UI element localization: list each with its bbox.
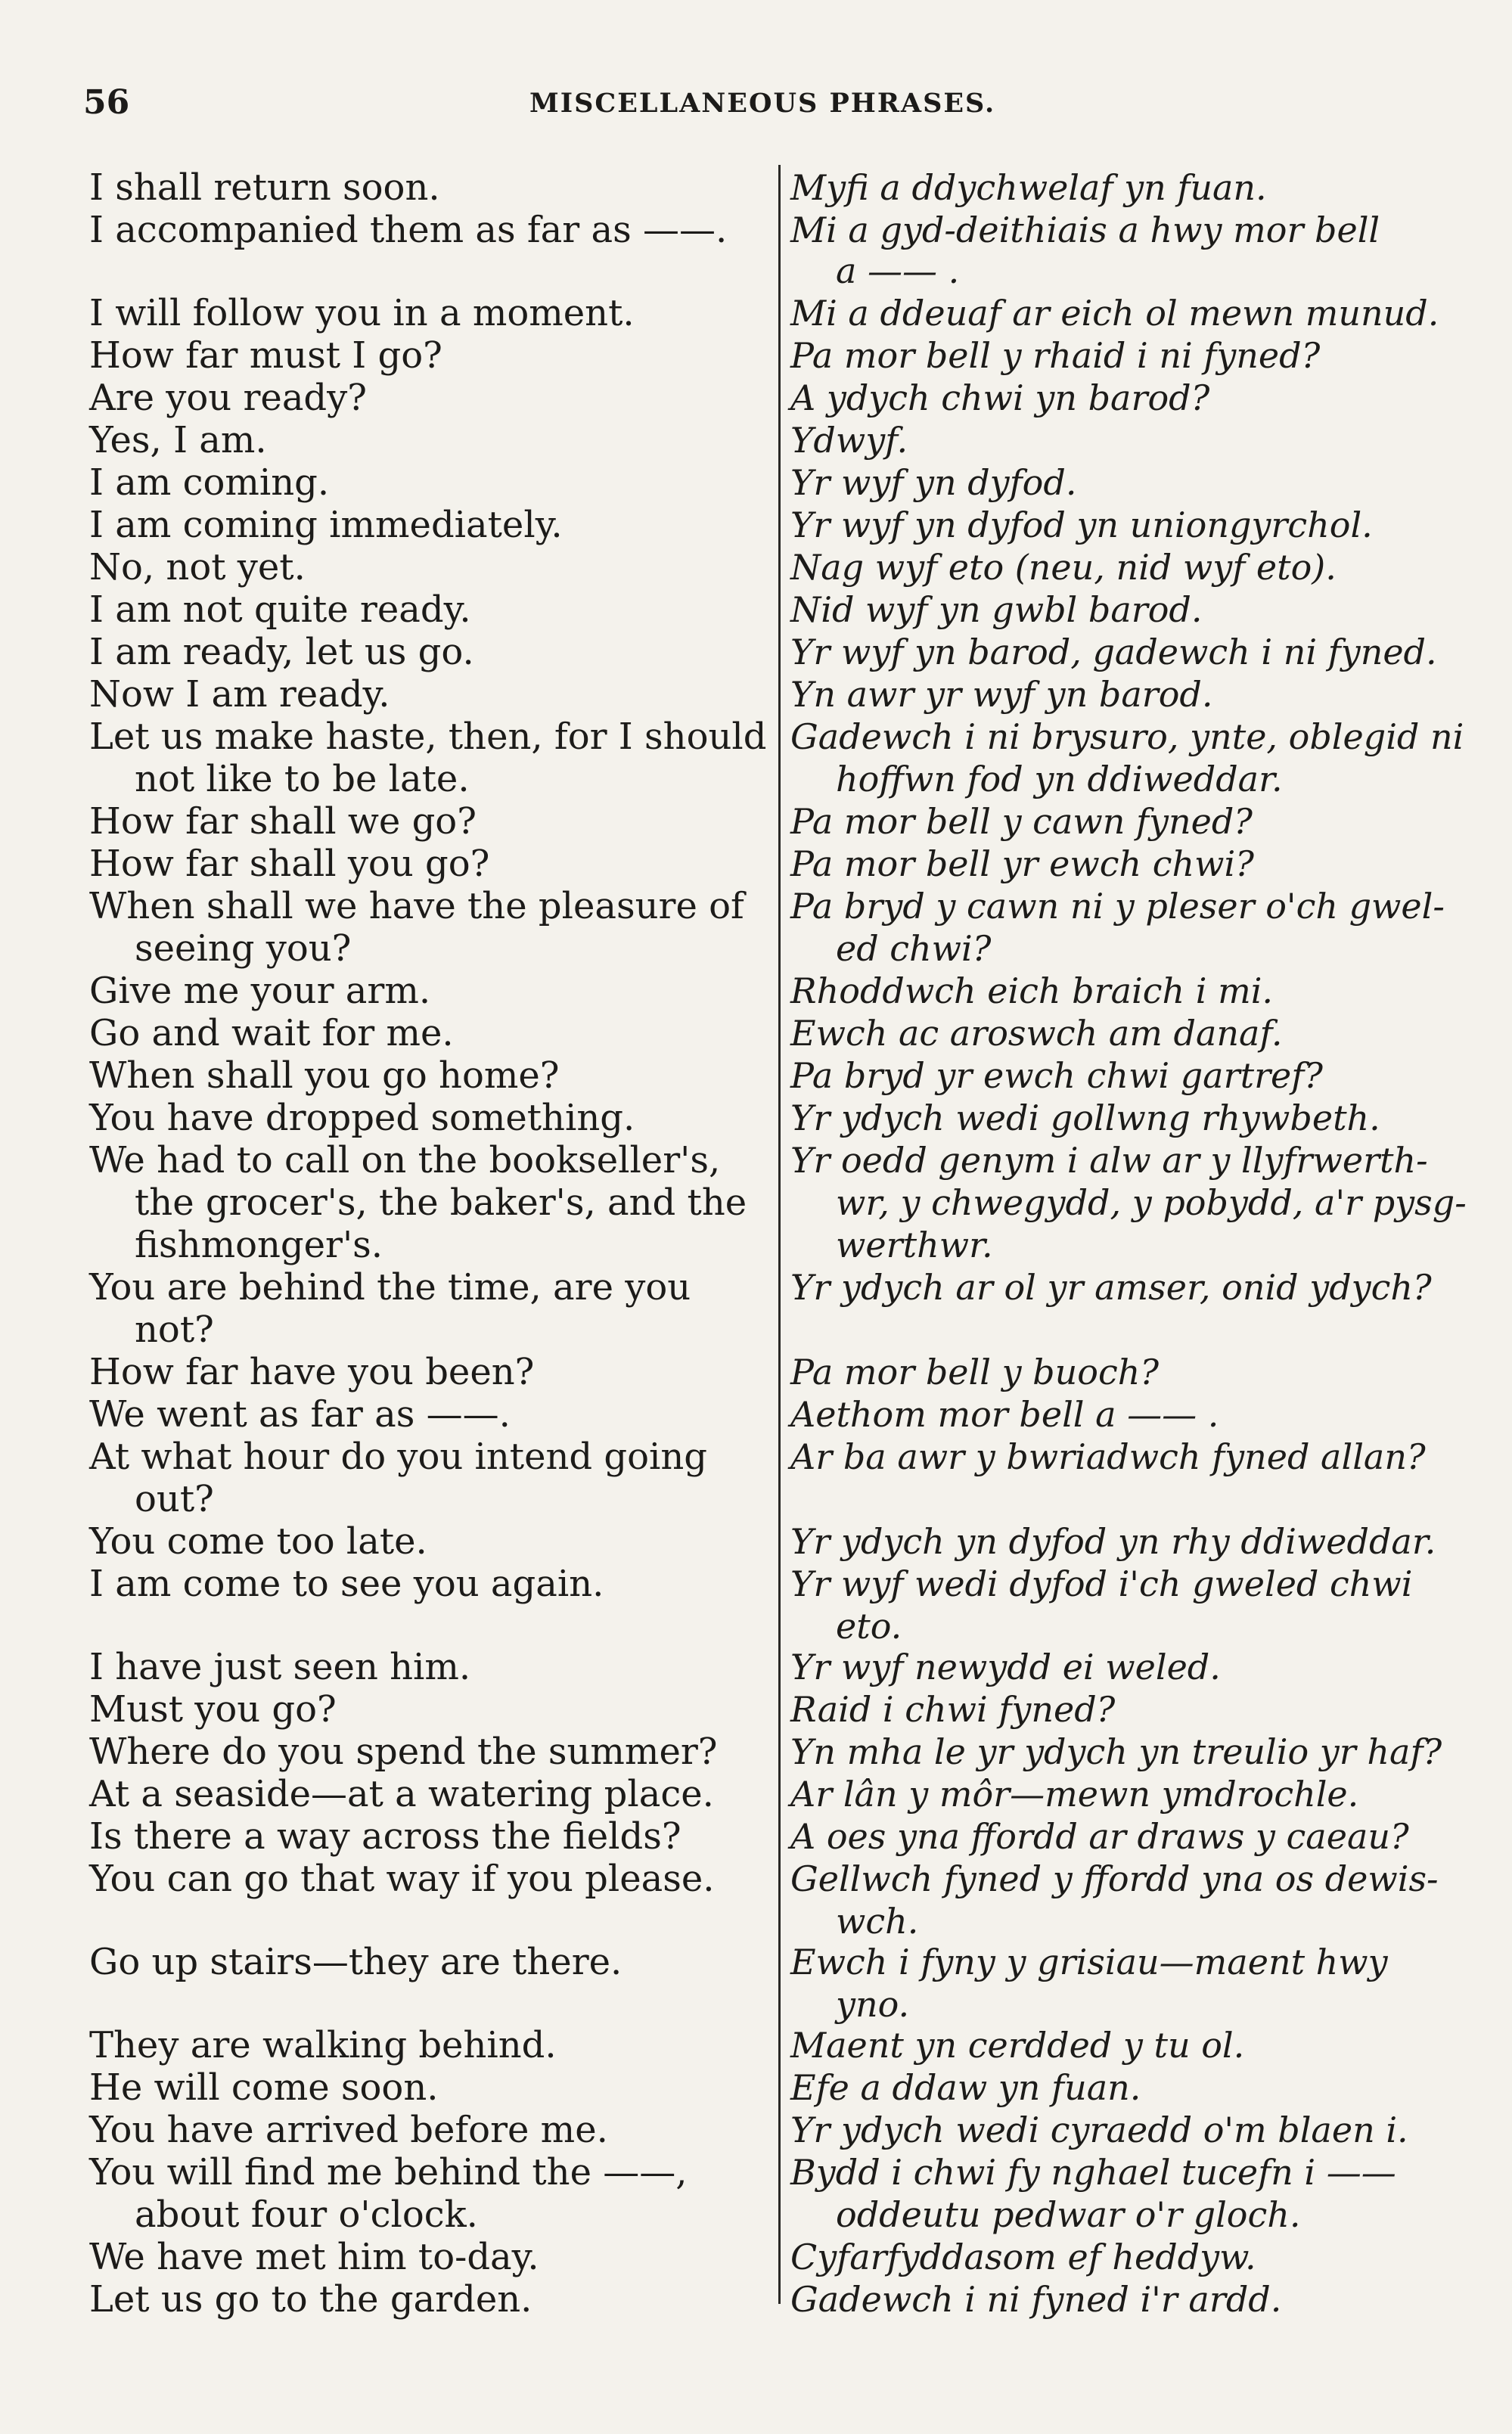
- welsh-line: werthwr.: [836, 1225, 993, 1265]
- english-line: You have arrived before me.: [89, 2109, 608, 2151]
- welsh-line: Pa bryd y cawn ni y pleser o'ch gwel-: [790, 886, 1445, 927]
- english-line: the grocer's, the baker's, and the: [135, 1181, 747, 1224]
- english-line: fishmonger's.: [135, 1224, 383, 1266]
- welsh-line: Mi a gyd-deithiais a hwy mor bell: [790, 210, 1380, 250]
- welsh-line: Yn mha le yr ydych yn treulio yr haf?: [790, 1731, 1442, 1772]
- english-line: I am ready, let us go.: [89, 631, 474, 673]
- welsh-line: Yr wyf newydd ei weled.: [790, 1647, 1221, 1687]
- english-line: At a seaside—at a watering place.: [89, 1773, 714, 1815]
- welsh-line: Ar ba awr y bwriadwch fyned allan?: [790, 1436, 1426, 1477]
- english-line: Where do you spend the summer?: [89, 1731, 718, 1773]
- welsh-line: Gellwch fyned y ffordd yna os dewis-: [790, 1858, 1439, 1899]
- welsh-line: A oes yna ffordd ar draws y caeau?: [790, 1816, 1409, 1857]
- welsh-line: Yr ydych ar ol yr amser, onid ydych?: [790, 1267, 1432, 1308]
- english-line: I have just seen him.: [89, 1646, 471, 1688]
- english-line: not?: [135, 1309, 214, 1351]
- english-line: Is there a way across the fields?: [89, 1815, 681, 1858]
- english-line: I accompanied them as far as ——.: [89, 209, 728, 251]
- welsh-line: Nag wyf eto (neu, nid wyf eto).: [790, 547, 1337, 588]
- running-title: MISCELLANEOUS PHRASES.: [529, 88, 996, 119]
- english-line: Let us go to the garden.: [89, 2278, 532, 2321]
- english-line: You can go that way if you please.: [89, 1858, 715, 1900]
- welsh-line: Yr ydych yn dyfod yn rhy ddiweddar.: [790, 1521, 1436, 1562]
- english-line: Let us make haste, then, for I should: [89, 716, 767, 758]
- welsh-line: a —— .: [836, 250, 960, 291]
- english-line: How far shall you go?: [89, 843, 490, 885]
- english-line: I shall return soon.: [89, 166, 440, 209]
- english-line: At what hour do you intend going: [89, 1436, 708, 1478]
- english-line: You have dropped something.: [89, 1097, 635, 1139]
- english-line: Go and wait for me.: [89, 1012, 454, 1054]
- english-line: We had to call on the bookseller's,: [89, 1139, 721, 1181]
- english-line: They are walking behind.: [89, 2024, 557, 2066]
- welsh-line: Ewch i fyny y grisiau—maent hwy: [790, 1942, 1388, 1982]
- welsh-line: ed chwi?: [836, 928, 992, 969]
- english-line: Give me your arm.: [89, 970, 431, 1012]
- english-line: out?: [135, 1478, 214, 1520]
- english-line: You come too late.: [89, 1520, 427, 1563]
- welsh-line: Myfi a ddychwelaf yn fuan.: [790, 167, 1267, 208]
- english-line: We went as far as ——.: [89, 1393, 511, 1436]
- english-line: You are behind the time, are you: [89, 1266, 691, 1309]
- welsh-line: Pa mor bell y cawn fyned?: [790, 801, 1253, 842]
- welsh-line: Maent yn cerdded y tu ol.: [790, 2025, 1245, 2066]
- welsh-line: Yr ydych wedi cyraedd o'm blaen i.: [790, 2110, 1408, 2150]
- english-line: not like to be late.: [135, 758, 470, 800]
- english-line: No, not yet.: [89, 546, 306, 588]
- english-line: Go up stairs—they are there.: [89, 1941, 622, 1983]
- welsh-line: Nid wyf yn gwbl barod.: [790, 589, 1203, 630]
- welsh-line: Pa mor bell y rhaid i ni fyned?: [790, 335, 1321, 376]
- english-line: You will find me behind the ——,: [89, 2151, 688, 2193]
- welsh-line: Mi a ddeuaf ar eich ol mewn munud.: [790, 293, 1439, 334]
- english-line: How far must I go?: [89, 334, 442, 377]
- welsh-line: Pa mor bell y buoch?: [790, 1352, 1159, 1392]
- english-line: Are you ready?: [89, 377, 368, 419]
- welsh-line: Gadewch i ni fyned i'r ardd.: [790, 2279, 1282, 2320]
- welsh-line: Yr wyf yn dyfod.: [790, 462, 1077, 503]
- english-line: We have met him to-day.: [89, 2236, 539, 2278]
- welsh-line: wch.: [836, 1901, 919, 1942]
- welsh-line: wr, y chwegydd, y pobydd, a'r pysg-: [836, 1182, 1467, 1223]
- english-line: seeing you?: [135, 927, 352, 970]
- english-line: How far shall we go?: [89, 800, 477, 843]
- welsh-line: Yr ydych wedi gollwng rhywbeth.: [790, 1097, 1380, 1138]
- welsh-line: Gadewch i ni brysuro, ynte, oblegid ni: [790, 716, 1464, 757]
- english-line: He will come soon.: [89, 2066, 439, 2109]
- welsh-line: Cyfarfyddasom ef heddyw.: [790, 2237, 1256, 2277]
- welsh-line: Pa mor bell yr ewch chwi?: [790, 843, 1254, 884]
- page-header: [83, 83, 1490, 129]
- column-divider: [778, 165, 781, 2304]
- welsh-line: oddeutu pedwar o'r gloch.: [836, 2194, 1301, 2235]
- welsh-line: Yr wyf wedi dyfod i'ch gweled chwi: [790, 1563, 1413, 1604]
- english-line: Must you go?: [89, 1688, 337, 1731]
- welsh-line: eto.: [836, 1606, 902, 1647]
- welsh-line: Ewch ac aroswch am danaf.: [790, 1013, 1283, 1054]
- welsh-line: Ydwyf.: [790, 420, 908, 461]
- welsh-line: Yr wyf yn barod, gadewch i ni fyned.: [790, 632, 1437, 672]
- welsh-line: Bydd i chwi fy nghael tucefn i ——: [790, 2152, 1396, 2193]
- english-line: I am coming.: [89, 461, 330, 504]
- english-line: When shall you go home?: [89, 1054, 560, 1097]
- welsh-line: Yr oedd genym i alw ar y llyfrwerth-: [790, 1140, 1428, 1181]
- welsh-line: Rhoddwch eich braich i mi.: [790, 970, 1274, 1011]
- welsh-line: Yn awr yr wyf yn barod.: [790, 674, 1213, 715]
- welsh-line: A ydych chwi yn barod?: [790, 377, 1210, 418]
- english-line: I am come to see you again.: [89, 1563, 604, 1605]
- english-line: Now I am ready.: [89, 673, 390, 716]
- welsh-line: hoffwn fod yn ddiweddar.: [836, 759, 1283, 799]
- english-line: I am not quite ready.: [89, 588, 471, 631]
- welsh-line: Yr wyf yn dyfod yn uniongyrchol.: [790, 504, 1373, 545]
- welsh-line: Aethom mor bell a —— .: [790, 1394, 1219, 1435]
- english-line: I will follow you in a moment.: [89, 292, 635, 334]
- welsh-line: Pa bryd yr ewch chwi gartref?: [790, 1055, 1323, 1096]
- welsh-line: Efe a ddaw yn fuan.: [790, 2067, 1141, 2108]
- english-line: When shall we have the pleasure of: [89, 885, 744, 927]
- page-number: 56: [83, 83, 130, 122]
- welsh-line: yno.: [836, 1984, 910, 2025]
- welsh-line: Ar lân y môr—mewn ymdrochle.: [790, 1774, 1359, 1815]
- english-line: about four o'clock.: [135, 2193, 478, 2236]
- welsh-line: Raid i chwi fyned?: [790, 1689, 1116, 1730]
- english-line: I am coming immediately.: [89, 504, 563, 546]
- english-line: How far have you been?: [89, 1351, 535, 1393]
- english-line: Yes, I am.: [89, 419, 267, 461]
